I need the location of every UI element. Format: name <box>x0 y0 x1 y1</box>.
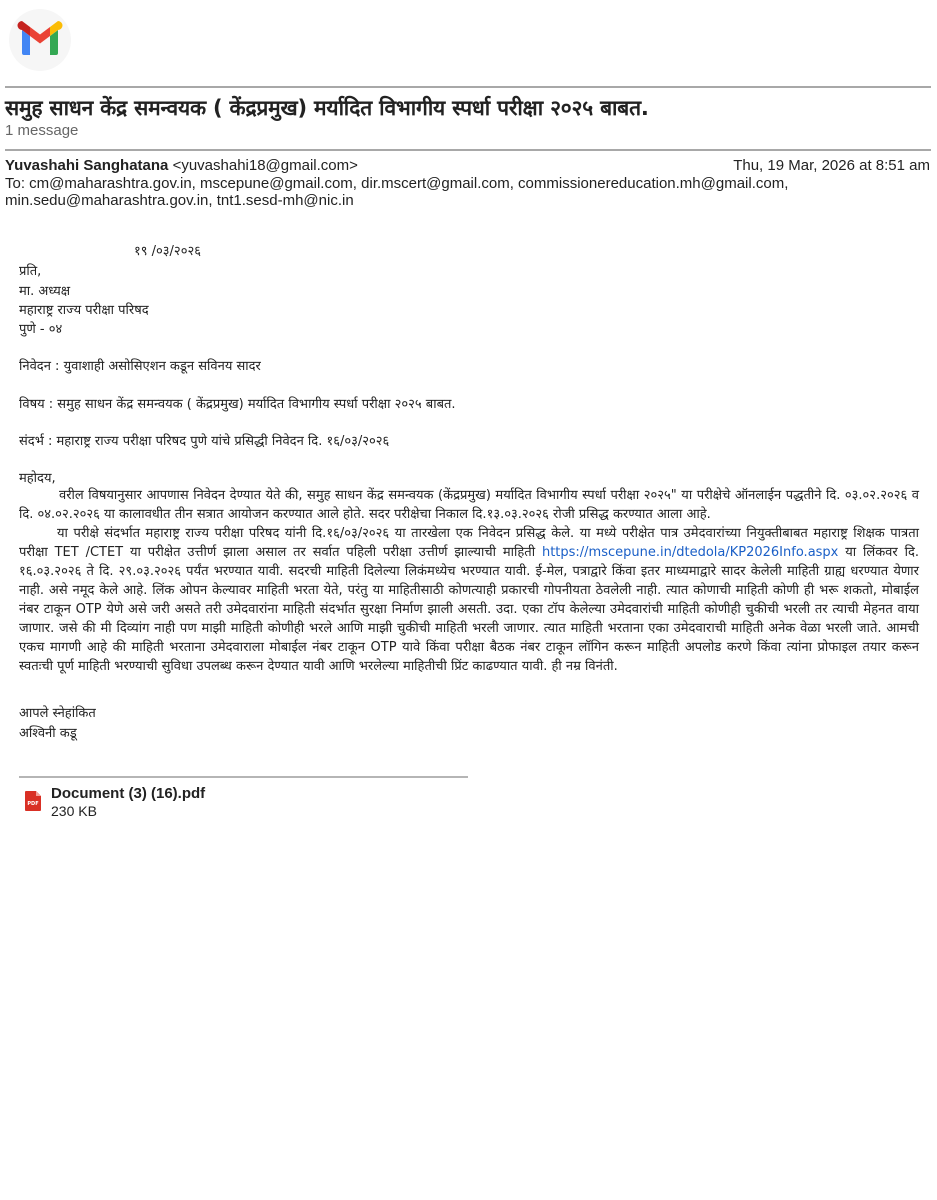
letter-paragraph-1: वरील विषयानुसार आपणास निवेदन देण्यात येते की, समुह साधन केंद्र समन्वयक (केंद्रप्रमुख) मर्यादित विभागीय स्पर्धा परीक्षा २०२५" या परीक्षेचे ऑनलाईन पद्धतीने दि. ०३.०२.२०२६ व दि. ०४.०२.२०२६ या कालावधीत तीन सत्रात आयोजन करण्यात आले होते. सदर परीक्षेचा निकाल दि.१३.०३.२०२६ रोजी प्रसिद्ध करण्यात आला आहे. <box>19 488 919 522</box>
letter-date: १९ /०३/२०२६ <box>134 244 201 259</box>
letter-reference: संदर्भ : महाराष्ट्र राज्य परीक्षा परिषद पुणे यांचे प्रसिद्धी निवेदन दि. १६/०३/२०२६ <box>19 434 390 449</box>
sender-email[interactable]: <yuvashahi18@gmail.com> <box>172 157 358 174</box>
recipients-line-2: min.sedu@maharashtra.gov.in, tnt1.sesd-mh@nic.in <box>5 192 354 209</box>
attachment-divider <box>19 776 468 778</box>
letter-paragraph-2 <box>19 524 919 676</box>
email-subject: समुह साधन केंद्र समन्वयक ( केंद्रप्रमुख) मर्यादित विभागीय स्पर्धा परीक्षा २०२५ बाबत. <box>5 96 649 120</box>
attachment-name[interactable]: Document (3) (16).pdf <box>51 785 206 802</box>
letter-address-line-1: मा. अध्यक्ष <box>19 284 71 299</box>
header-divider <box>5 86 931 88</box>
letter-prati: प्रति, <box>19 264 42 279</box>
pdf-icon-label: PDF <box>27 801 39 807</box>
attachment-size: 230 KB <box>51 803 97 819</box>
letter-closing: आपले स्नेहांकित <box>19 706 96 721</box>
subject-divider <box>5 149 931 151</box>
gmail-logo-icon <box>8 8 72 72</box>
sender-line <box>5 157 358 174</box>
letter-subject: विषय : समुह साधन केंद्र समन्वयक ( केंद्रप्रमुख) मर्यादित विभागीय स्पर्धा परीक्षा २०२५ बाबत. <box>19 397 456 412</box>
letter-salutation: महोदय, <box>19 471 56 486</box>
letter-address-line-2: महाराष्ट्र राज्य परीक्षा परिषद <box>19 303 149 318</box>
pdf-file-icon[interactable] <box>25 791 41 811</box>
paragraph-2-text-a: या परीक्षे संदर्भात महाराष्ट्र राज्य परीक्षा परिषद यांनी दि.१६/०३/२०२६ या तारखेला एक निवेदन प्रसिद्ध केले. या मध्ये परीक्षेत पात्र उमेदवारांच्या नियुक्तीबाबत महाराष्ट्र शिक्षक पात्रता परीक्षा TET /CTET या परीक्षेत उत्तीर्ण झाला असाल तर सर्वात पहिली परीक्षा उत्तीर्ण झाल्याची माहिती <box>19 526 919 560</box>
recipients-line-1: To: cm@maharashtra.gov.in, mscepune@gmail.com, dir.mscert@gmail.com, commissionereducation.mh@gmail.com, <box>5 175 789 192</box>
letter-address-line-3: पुणे - ०४ <box>19 322 63 337</box>
message-date: Thu, 19 Mar, 2026 at 8:51 am <box>733 157 930 174</box>
info-form-link[interactable]: https://mscepune.in/dtedola/KP2026Info.aspx <box>541 545 839 560</box>
message-count: 1 message <box>5 122 79 139</box>
sender-name: Yuvashahi Sanghatana <box>5 157 169 174</box>
letter-signature: अश्विनी कडू <box>19 726 77 741</box>
letter-nivedan: निवेदन : युवाशाही असोसिएशन कडून सविनय सादर <box>19 359 261 374</box>
paragraph-2-text-b: या लिंकवर दि. १६.०३.२०२६ ते दि. २९.०३.२०२६ पर्यंत भरण्यात यावी. सदरची माहिती दिलेल्या लिकंमध्येच भरण्यात यावी. ई-मेल, पत्राद्वारे किंवा इतर माध्यमाद्वारे सादर केलेली माहिती ग्राह्य धरण्यात येणार नाही. असे नमूद केले आहे. लिंक ओपन केल्यावर माहिती भरता येते, परंतु या माहितीसाठी कोणत्याही प्रकारची गोपनीयता ठेवलेली नाही. त्यात कोणाची माहिती कोणी ही भरू शकतो, मोबाईल नंबर टाकून OTP येणे असे जरी असते तरी उमेदवारांना माहिती संदर्भात सुरक्षा निर्माण झाली असती. उदा. एका टॉप केलेल्या उमेदवारांची माहिती कोणीही चुकीची भरली तर त्याची मेहनत वाया जाणार. जसे की मी दिव्यांग नाही पण माझी माहिती कोणीही भरले आणि माझी चुकीची माहिती भरली जाणार. त्यात माहिती भरताना एका उमेदवाराची माहिती अनेक वेळा भरली जाते. आमची एकच मागणी आहे की माहिती भरताना उमेदवाराला मोबाईल नंबर टाकून OTP यावे किंवा परीक्षा बैठक नंबर टाकून लॉगिन करून माहिती अपलोड करणे किंवा त्यांना प्रोफाइल तयार करून स्वतःची पूर्ण माहिती भरण्याची सुविधा उपलब्ध करून देण्यात यावी आणि भरलेल्या माहितीची प्रिंट काढण्यात यावी. ही नम्र विनंती. <box>19 545 919 674</box>
